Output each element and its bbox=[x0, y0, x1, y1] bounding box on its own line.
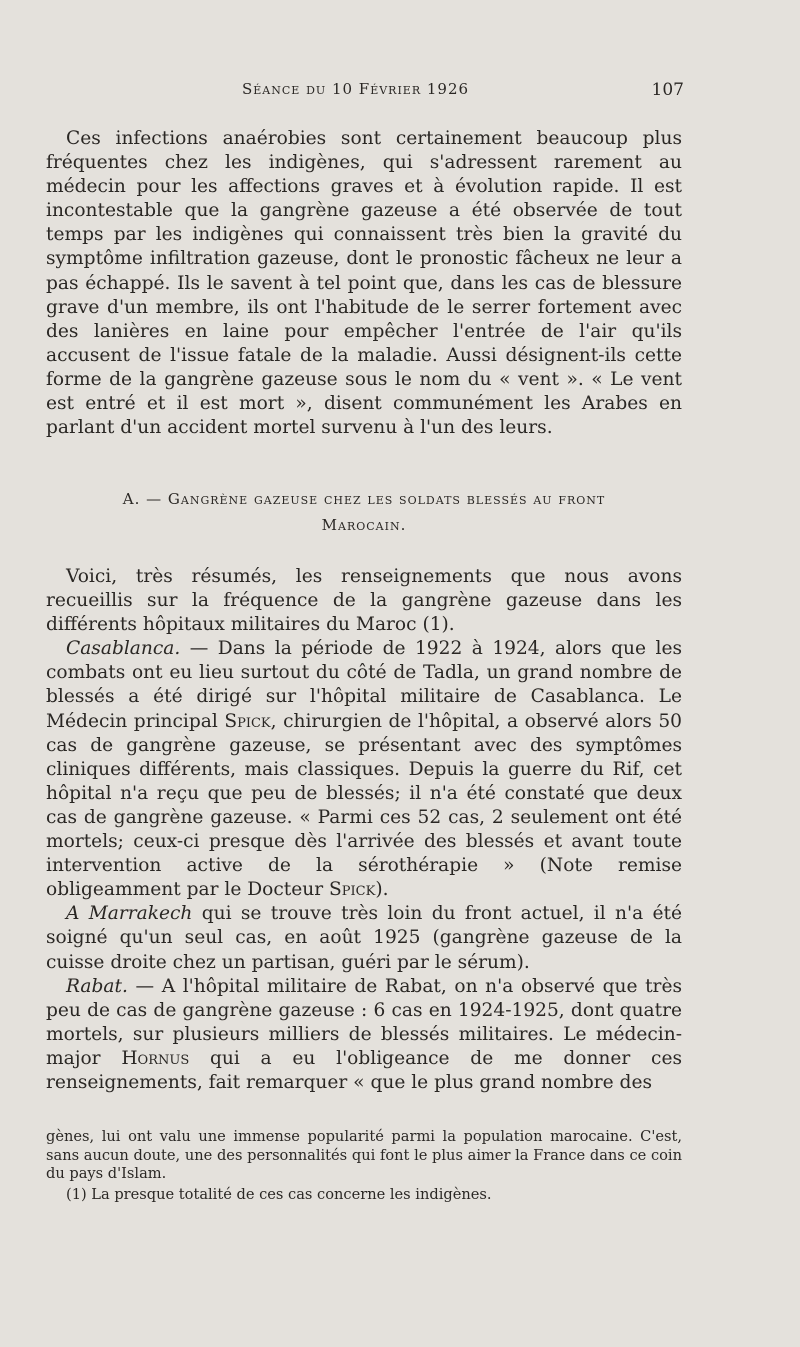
rabat-text-b: qui a eu l'obligeance de me donner ces renseignements, fait remarquer « que le plus grand nombre des bbox=[46, 1047, 683, 1093]
footnote-1: (1) La presque totalité de ces cas concerne les indigènes. bbox=[66, 1185, 492, 1203]
paragraph-marrakech bbox=[46, 902, 682, 974]
section-heading bbox=[46, 486, 682, 538]
rabat-text-a: — A l'hôpital militaire de Rabat, on n'a observé que très peu de cas de gangrène gazeuse : 6 cas en 1924-1925, dont quatre mortels, sur plusieurs milliers de blessés militaires. Le médecin-major bbox=[46, 975, 682, 1069]
intro-block bbox=[46, 127, 682, 440]
footnotes bbox=[46, 1128, 682, 1204]
section-body bbox=[46, 565, 682, 1095]
casablanca-text-b: , chirurgien de l'hôpital, a observé alors 50 cas de gangrène gazeuse, se présentant avec des symptômes cliniques différents, mais classiques. Depuis la guerre du Rif, cet hôpital n'a reçu que peu de blessés; il n'a été constaté que deux cas de gangrène gazeuse. « Parmi ces 52 cas, 2 seulement ont été mortels; ceux-ci presque dès l'arrivée des blessés et avant toute intervention active de la sérothérapie » (Note remise obligeamment par le Docteur bbox=[46, 710, 682, 901]
intro-paragraph: Ces infections anaérobies sont certainement beaucoup plus fréquentes chez les indigènes, qui s'adressent rarement au médecin pour les affections graves et à évolution rapide. Il est incontestable que la gangrène gazeuse a été observée de tout temps par les indigènes qui connaissent très bien la gravité du symptôme infiltration gazeuse, dont le pronostic fâcheux ne leur a pas échappé. Ils le savent à tel point que, dans les cas de blessure grave d'un membre, ils ont l'habitude de le serrer fortement avec des lanières en laine pour empêcher l'entrée de l'air qu'ils accusent de l'issue fatale de la maladie. Aussi désignent-ils cette forme de la gangrène gazeuse sous le nom du « vent ». « Le vent est entré et il est mort », disent communément les Arabes en parlant d'un accident mortel survenu à l'un des leurs. bbox=[46, 128, 682, 439]
rabat-name: Hornus bbox=[121, 1047, 190, 1069]
casablanca-text-c: ). bbox=[375, 879, 389, 901]
casablanca-name-1: Spick bbox=[224, 710, 271, 732]
casablanca-text-a: — Dans la période de 1922 à 1924, alors que les combats ont eu lieu surtout du côté de Tadla, un grand nombre de blessés a été dirigé sur l'hôpital militaire de Casablanca. Le Médecin principal bbox=[46, 638, 682, 732]
running-title: Séance du 10 Février 1926 bbox=[242, 80, 470, 98]
marrakech-label: A Marrakech bbox=[66, 903, 193, 925]
footnote-continuation: gènes, lui ont valu une immense popularité parmi la population marocaine. C'est, sans aucun doute, une des personnalités qui font le plus aimer la France dans ce coin du pays d'Islam. bbox=[46, 1128, 682, 1183]
section-heading-line1: A. — Gangrène gazeuse chez les soldats blessés au front bbox=[122, 490, 606, 508]
rabat-label: Rabat. bbox=[66, 975, 128, 997]
casablanca-name-2: Spick bbox=[329, 879, 376, 901]
paragraph-voici: Voici, très résumés, les renseignements que nous avons recueillis sur la fréquence de la gangrène gazeuse dans les différents hôpitaux militaires du Maroc (1). bbox=[46, 566, 682, 636]
section-heading-line2: Marocain. bbox=[321, 516, 407, 534]
paragraph-rabat bbox=[46, 975, 682, 1095]
casablanca-label: Casablanca. bbox=[66, 638, 181, 660]
paragraph-casablanca bbox=[46, 637, 682, 902]
page-number: 107 bbox=[651, 80, 684, 100]
marrakech-text: qui se trouve très loin du front actuel, il n'a été soigné qu'un seul cas, en août 1925 (gangrène gazeuse de la cuisse droite chez un partisan, guéri par le sérum). bbox=[46, 903, 682, 973]
running-head bbox=[0, 80, 800, 104]
